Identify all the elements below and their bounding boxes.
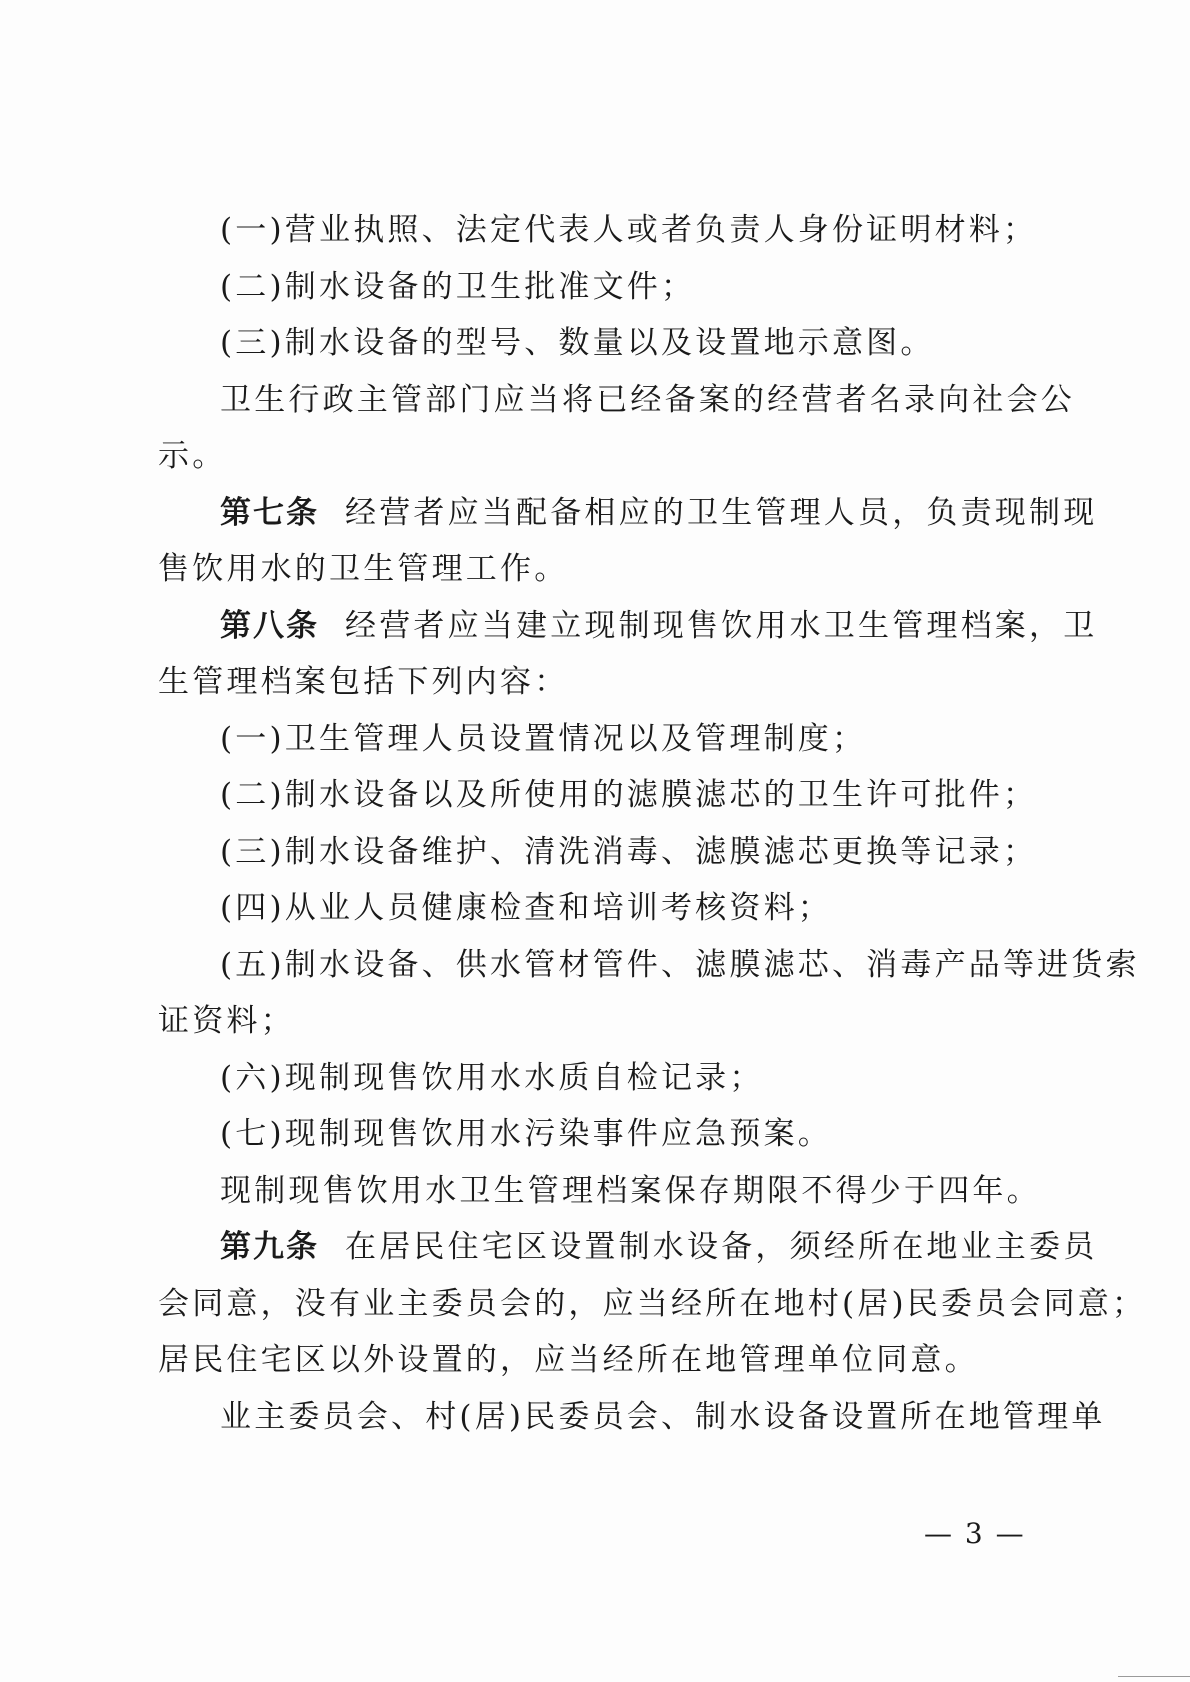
line-text: 卫生行政主管部门应当将已经备案的经营者名录向社会公 [220, 382, 1075, 418]
article-8-line-2 [158, 662, 1038, 702]
article-9-line-1 [220, 1227, 1098, 1267]
line-text: (二)制水设备的卫生批准文件； [220, 269, 696, 305]
line-text: 经营者应当配备相应的卫生管理人员，负责现制现 [345, 495, 1098, 531]
article-heading: 第九条 [220, 1229, 319, 1265]
list-item-7 [220, 1114, 1040, 1154]
article-7-line-1 [220, 493, 1098, 533]
list-item-3 [220, 832, 1040, 872]
line-text: 现制现售饮用水卫生管理档案保存期限不得少于四年。 [220, 1173, 1041, 1209]
article-heading: 第七条 [220, 495, 319, 531]
list-item-1 [220, 210, 1040, 250]
scan-edge-mark [1118, 1676, 1190, 1677]
line-text: (七)现制现售饮用水污染事件应急预案。 [220, 1116, 832, 1152]
paragraph-line [220, 1171, 1040, 1211]
line-text: (三)制水设备的型号、数量以及设置地示意图。 [220, 325, 935, 361]
list-item-4 [220, 888, 1040, 928]
list-item-5-continued [158, 1001, 1038, 1041]
line-text: 会同意，没有业主委员会的，应当经所在地村(居)民委员会同意； [158, 1286, 1147, 1322]
line-text: 在居民住宅区设置制水设备，须经所在地业主委员 [345, 1229, 1098, 1265]
list-item-2 [220, 267, 1040, 307]
line-text: (四)从业人员健康检查和培训考核资料； [220, 890, 832, 926]
list-item-5 [220, 945, 1140, 985]
line-text: (六)现制现售饮用水水质自检记录； [220, 1060, 764, 1096]
line-text: (二)制水设备以及所使用的滤膜滤芯的卫生许可批件； [220, 777, 1038, 813]
line-text: 售饮用水的卫生管理工作。 [158, 551, 569, 587]
list-item-3 [220, 323, 1040, 363]
paragraph-line [220, 380, 1075, 420]
line-text: 示。 [158, 438, 227, 474]
page-number: — 3 — [924, 1517, 1026, 1550]
article-heading: 第八条 [220, 608, 319, 644]
list-item-2 [220, 775, 1040, 815]
line-text: (一)营业执照、法定代表人或者负责人身份证明材料； [220, 212, 1038, 248]
line-text: 居民住宅区以外设置的，应当经所在地管理单位同意。 [158, 1342, 979, 1378]
line-text: 业主委员会、村(居)民委员会、制水设备设置所在地管理单 [220, 1399, 1106, 1435]
line-text: (三)制水设备维护、清洗消毒、滤膜滤芯更换等记录； [220, 834, 1038, 870]
line-text: 生管理档案包括下列内容： [158, 664, 569, 700]
line-text: (一)卫生管理人员设置情况以及管理制度； [220, 721, 867, 757]
line-text: 证资料； [158, 1003, 295, 1039]
line-text: (五)制水设备、供水管材管件、滤膜滤芯、消毒产品等进货索 [220, 947, 1140, 983]
paragraph-line [220, 1397, 1106, 1437]
article-9-line-2 [158, 1284, 1147, 1324]
paragraph-line [158, 436, 1038, 476]
article-8-line-1 [220, 606, 1098, 646]
list-item-1 [220, 719, 1040, 759]
article-9-line-3 [158, 1340, 1038, 1380]
article-7-line-2 [158, 549, 1038, 589]
list-item-6 [220, 1058, 1040, 1098]
line-text: 经营者应当建立现制现售饮用水卫生管理档案，卫 [345, 608, 1098, 644]
